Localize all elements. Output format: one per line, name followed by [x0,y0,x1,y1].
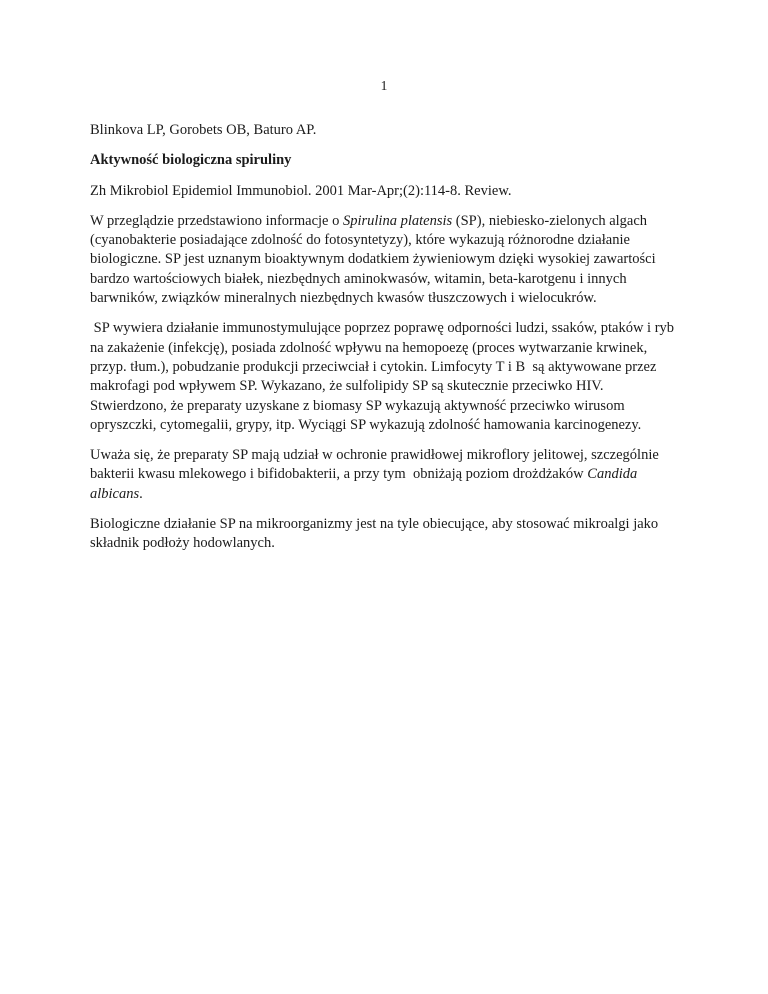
italic-text-run: Spirulina platensis [342,212,453,229]
citation-line: Zh Mikrobiol Epidemiol Immunobiol. 2001 Mar-Apr;(2):114-8. Review. [90,182,512,199]
page-number: 1 [380,78,388,93]
authors-line: Blinkova LP, Gorobets OB, Baturo AP. [90,122,317,138]
document-content [90,121,684,565]
text-run: SP wywiera działanie immunostymulujące poprzez poprawę odporności ludzi, ssaków, ptaków i ryb na zakażenie (infekcję), posiada zdolność wpływu na hemopoezę (proces wytwarzanie krwinek, przyp. tłum.), pobudzanie produkcji przeciwciał i cytokin. Limfocyty T i B są aktywowane przez makrofagi pod wpływem SP. Wykazano, że sulfolipidy SP są skutecznie przeciwko HIV. Stwierdzono, że preparaty uzyskane z biomasy SP wykazują aktywność przeciwko wirusom opryszczki, cytomegalii, grypy, itp. Wyciągi SP wykazują zdolność hamowania karcinogenezy. [90,320,678,433]
text-run: Biologiczne działanie SP na mikroorganizmy jest na tyle obiecujące, aby stosować mikroalgi jako składnik podłoży hodowlanych. [90,516,662,552]
article-title: Aktywność biologiczna spiruliny [90,152,292,169]
text-run: . [139,485,143,502]
paragraph-2 [90,319,684,435]
paragraph-1 [90,212,684,308]
text-run: W przeglądzie przedstawiono informacje o [90,212,343,229]
text-run: Uważa się, że preparaty SP mają udział w ochronie prawidłowej mikroflory jelitowej, szczególnie bakterii kwasu mlekowego i bifidobakterii, a przy tym obniżają poziom drożdżaków [90,447,663,483]
paragraph-4 [90,515,684,554]
text-run: (SP), niebiesko-zielonych algach (cyanobakterie posiadające zdolność do fotosyntetyzy), które wykazują różnorodne działanie biologiczne. SP jest uznanym bioaktywnym dodatkiem żywieniowym dzięki wysokiej zawartości bardzo wartościowych białek, niezbędnych aminokwasów, witamin, beta-karotgenu i innych barwników, związków mineralnych niezbędnych kwasów tłuszczowych i wielocukrów. [90,212,660,307]
italic-text-run: Candida albicans [90,466,641,502]
paragraph-3 [90,446,684,504]
